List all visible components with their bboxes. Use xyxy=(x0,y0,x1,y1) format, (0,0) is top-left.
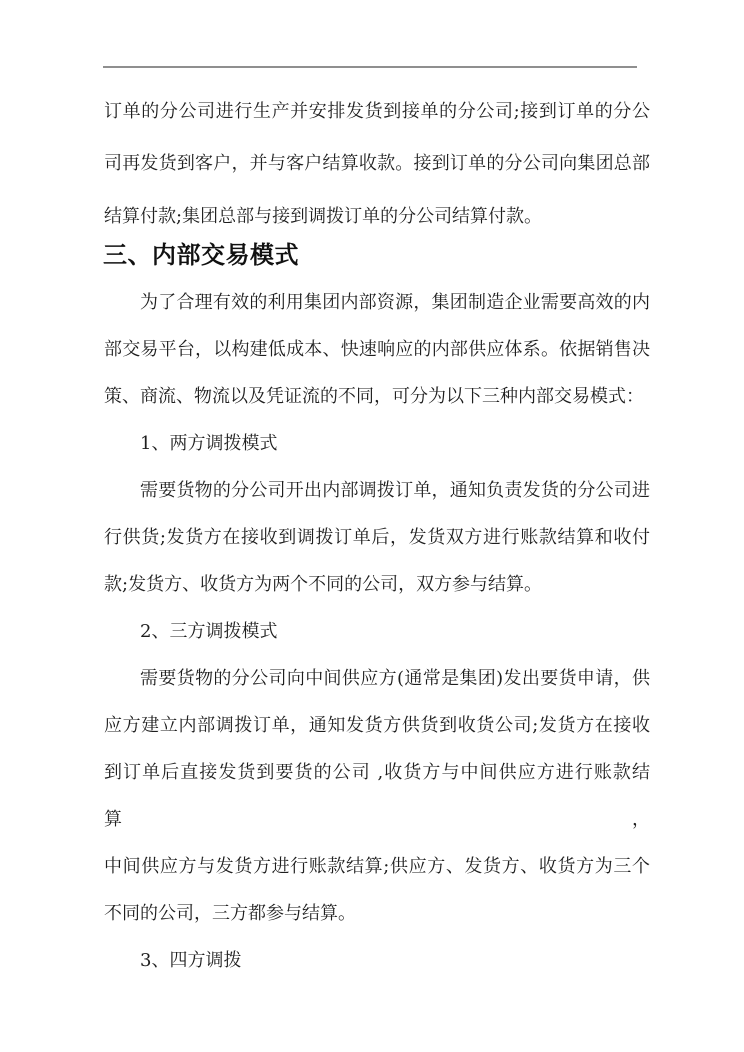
paragraph-line: 为了合理有效的利用集团内部资源，集团制造企业需要高效的内 xyxy=(140,292,650,313)
section-body xyxy=(104,279,650,984)
numbered-item-2: 2、三方调拨模式 xyxy=(140,621,278,642)
paragraph-line: 需要货物的分公司向中间供应方(通常是集团)发出要货申请，供 xyxy=(140,668,650,689)
section-heading: 三、内部交易模式 xyxy=(103,240,299,269)
paragraph-line: 行供货;发货方在接收到调拨订单后，发货双方进行账款结算和收付 xyxy=(104,527,650,548)
paragraph-line: 到订单后直接发货到要货的公司 ,收货方与中间供应方进行账款结算， xyxy=(104,762,650,830)
intro-paragraph-line: 结算付款;集团总部与接到调拨订单的分公司结算付款。 xyxy=(104,205,543,227)
paragraph-line: 部交易平台，以构建低成本、快速响应的内部供应体系。依据销售决 xyxy=(104,339,650,360)
intro-paragraph xyxy=(104,86,650,243)
paragraph-line: 款;发货方、收货方为两个不同的公司，双方参与结算。 xyxy=(104,574,543,595)
intro-paragraph-line: 订单的分公司进行生产并安排发货到接单的分公司;接到订单的分公 xyxy=(104,101,650,122)
paragraph-line: 中间供应方与发货方进行账款结算;供应方、发货方、收货方为三个 xyxy=(104,856,650,877)
numbered-item-3: 3、四方调拨 xyxy=(140,950,242,971)
paragraph-line: 策、商流、物流以及凭证流的不同，可分为以下三种内部交易模式： xyxy=(104,386,644,407)
header-divider-line xyxy=(103,66,637,68)
paragraph-line: 需要货物的分公司开出内部调拨订单，通知负责发货的分公司进 xyxy=(140,480,650,501)
paragraph-line: 应方建立内部调拨订单，通知发货方供货到收货公司;发货方在接收 xyxy=(104,715,650,736)
paragraph-line: 不同的公司，三方都参与结算。 xyxy=(104,903,356,924)
intro-paragraph-line: 司再发货到客户，并与客户结算收款。接到订单的分公司向集团总部 xyxy=(104,153,650,175)
numbered-item-1: 1、两方调拨模式 xyxy=(140,433,278,454)
